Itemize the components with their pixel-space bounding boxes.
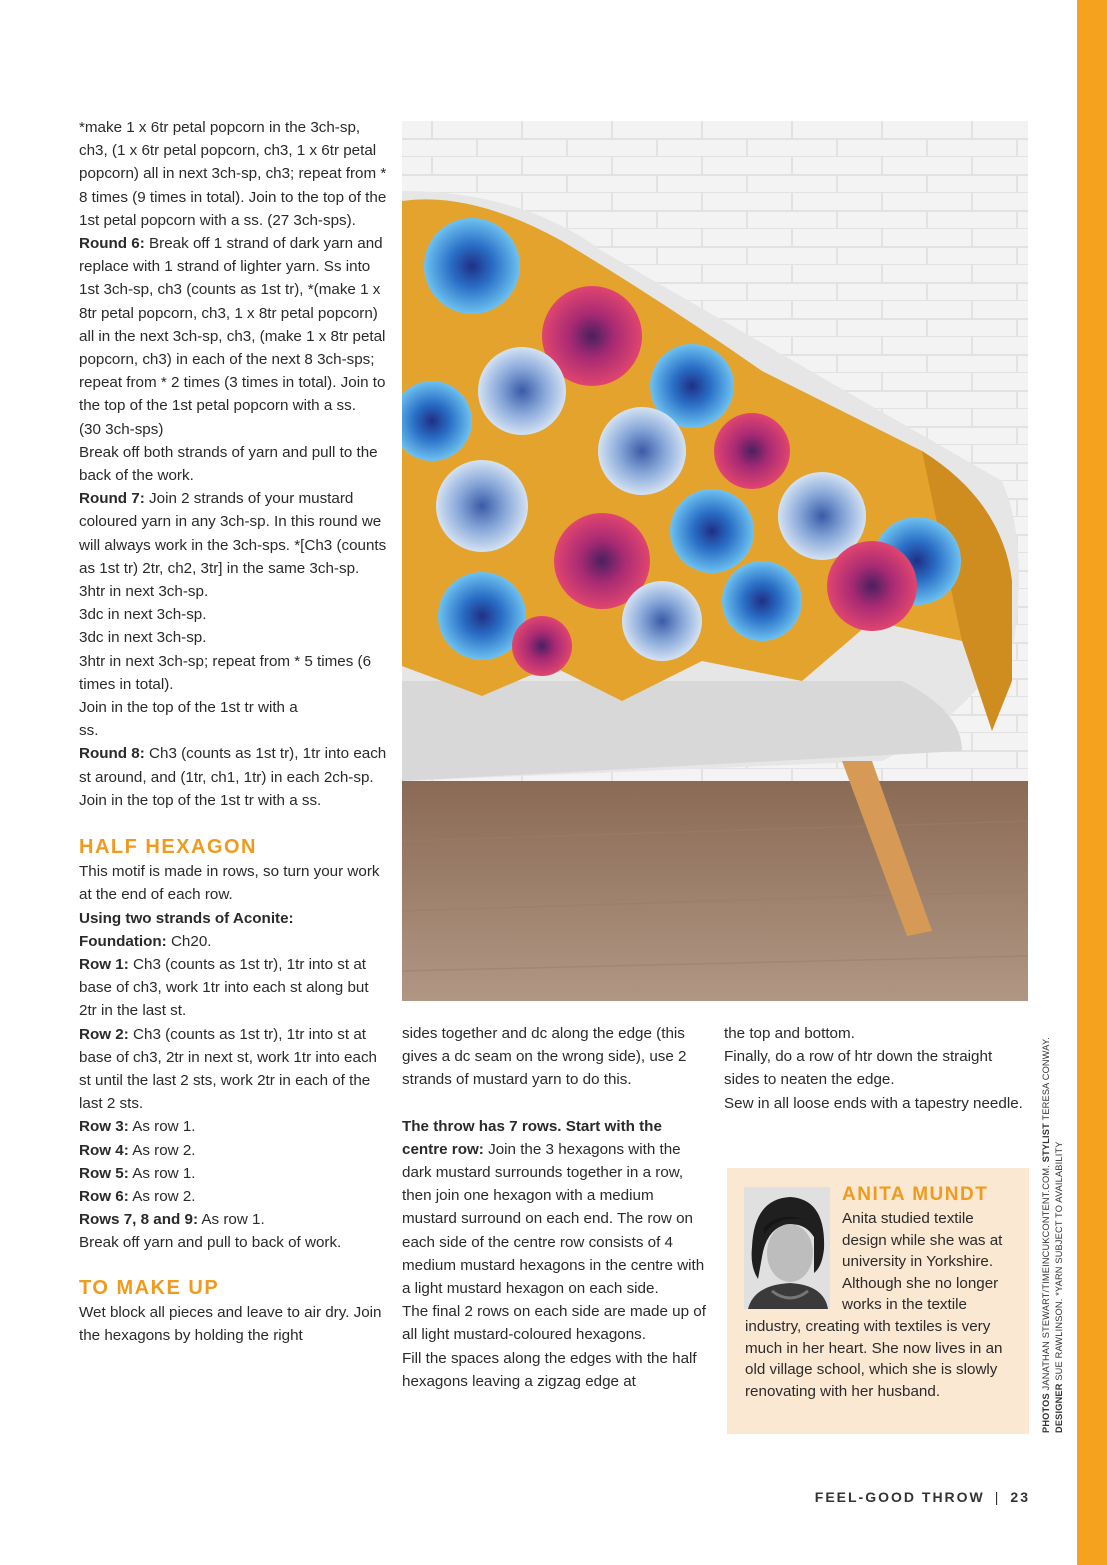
row-label: Row 2: (79, 1025, 129, 1043)
pattern-line: Join in the top of the 1st tr with a ss. (79, 699, 298, 740)
rows-7-9-instruction (79, 1208, 387, 1231)
page-footer (815, 1489, 1030, 1505)
round-7-instruction (79, 487, 387, 580)
pattern-paragraph: Wet block all pieces and leave to air dry. Join the hexagons by holding the right (79, 1303, 382, 1344)
pattern-paragraph: *make 1 x 6tr petal popcorn in the 3ch-sp, ch3, (1 x 6tr petal popcorn, ch3, 1 x 6tr petal popcorn) all in next 3ch-sp, ch3; repeat from * 8 times (9 times in total). Join to the top of the 1st petal popcorn with a ss. (27 3ch-sps). (79, 119, 387, 229)
pattern-line: 3dc in next 3ch-sp. (79, 629, 207, 647)
assembly-instruction (402, 1115, 710, 1301)
photo-illustration (402, 121, 1028, 1001)
row-label: Row 3: (79, 1118, 129, 1136)
round-6-instruction (79, 232, 387, 418)
row-text: As row 2. (132, 1187, 196, 1205)
row-text: As row 1. (201, 1211, 265, 1229)
designer-bio-box (727, 1168, 1029, 1434)
row-label: Row 6: (79, 1187, 129, 1205)
row-text: As row 1. (132, 1164, 196, 1182)
column-3 (724, 1022, 1029, 1115)
foundation-instruction (79, 930, 387, 953)
round-text: Ch3 (counts as 1st tr), 1tr into each st around, and (1tr, ch1, 1tr) in each 2ch-sp. Join in the top of the 1st tr with a ss. (79, 745, 387, 809)
credits-photos-label: PHOTOS (1041, 1393, 1051, 1433)
row-label: Row 5: (79, 1164, 129, 1182)
yarn-note-text: Using two strands of Aconite: (79, 909, 294, 927)
row-label: Row 1: (79, 955, 129, 973)
row-2-instruction (79, 1023, 387, 1116)
round-text: Break off 1 strand of dark yarn and replace with 1 strand of lighter yarn. Ss into 1st 3ch-sp, ch3 (counts as 1st tr), *(make 1 x 8tr petal popcorn, ch3, 1 x 8tr petal popcorn) all in the next 3ch-sp, ch3, (make 1 x 8tr petal popcorn, ch3) in each of the next 8 3ch-sps; repeat from * 2 times (3 times in total). Join to the top of the 1st petal popcorn with a ss. (79, 235, 386, 415)
column-2 (402, 1022, 710, 1393)
row-text: As row 2. (132, 1141, 196, 1159)
row-5-instruction (79, 1162, 387, 1185)
row-1-instruction (79, 953, 387, 1023)
row-4-instruction (79, 1139, 387, 1162)
page-edge-orange-bar (1077, 0, 1107, 1565)
row-label: Rows 7, 8 and 9: (79, 1211, 199, 1229)
pattern-line: 3dc in next 3ch-sp. (79, 606, 207, 624)
credits-stylist-label: STYLIST (1041, 1123, 1051, 1163)
round-label: Round 8: (79, 745, 145, 763)
round-label: Round 6: (79, 235, 145, 253)
round-label: Round 7: (79, 490, 145, 508)
credits-stylist-text: TERESA CONWAY. (1041, 1037, 1051, 1121)
stitch-count: (30 3ch-sps) (79, 420, 164, 438)
credits-photos-text: JANATHAN STEWART/TIMEINCUKCONTENT.COM. (1041, 1165, 1051, 1391)
pattern-paragraph: sides together and dc along the edge (this gives a dc seam on the wrong side), use 2 strands of mustard yarn to do this. (402, 1025, 687, 1089)
pattern-line: 3htr in next 3ch-sp; repeat from * 5 times (6 times in total). (79, 652, 372, 693)
pattern-line: 3htr in next 3ch-sp. (79, 583, 209, 601)
row-text: Ch20. (170, 932, 212, 950)
pattern-paragraph: Fill the spaces along the edges with the half hexagons leaving a zigzag edge at (402, 1349, 697, 1390)
designer-bio-text (745, 1208, 1017, 1402)
credits-line-2 (1053, 1013, 1066, 1433)
round-text: Join 2 strands of your mustard coloured yarn in any 3ch-sp. In this round we will always work in the 3ch-sps. *[Ch3 (counts as 1st tr) 2tr, ch2, 3tr] in the same 3ch-sp. (79, 490, 387, 577)
pattern-paragraph: Break off both strands of yarn and pull to the back of the work. (79, 443, 378, 485)
page-number: 23 (1010, 1489, 1030, 1505)
column-1 (79, 116, 387, 1347)
throw-on-sofa-photo (402, 121, 1028, 1001)
footer-title: FEEL-GOOD THROW (814, 1489, 985, 1505)
round-8-instruction (79, 742, 387, 812)
row-text: Ch3 (counts as 1st tr), 1tr into st at base of ch3, work 1tr into each st along but 2tr in the last st. (79, 955, 369, 1020)
half-hexagon-heading: HALF HEXAGON (79, 836, 257, 859)
pattern-paragraph: Break off yarn and pull to back of work. (79, 1234, 342, 1252)
pattern-paragraph: This motif is made in rows, so turn your work at the end of each row. (79, 863, 380, 904)
row-text: Ch3 (counts as 1st tr), 1tr into st at base of ch3, 2tr in next st, work 1tr into each st until the last 2 sts, work 2tr in each of the last 2 sts. (79, 1025, 377, 1113)
row-3-instruction (79, 1115, 387, 1138)
row-label: Row 4: (79, 1141, 129, 1159)
row-6-instruction (79, 1185, 387, 1208)
credits-designer-text: SUE RAWLINSON. *YARN SUBJECT TO AVAILABILITY (1053, 1141, 1064, 1381)
designer-bio-body: Anita studied textile design while she was at university in Yorkshire. Although she no longer works in the textile industry, creating with textiles is very much in her heart. She now lives in an old village school, which she is slowly renovating with her husband. (745, 1210, 1003, 1400)
row-text: As row 1. (132, 1118, 196, 1136)
credits-line-1 (1040, 1013, 1053, 1433)
pattern-paragraph: The final 2 rows on each side are made up of all light mustard-coloured hexagons. (402, 1303, 706, 1344)
pattern-paragraph: the top and bottom. (724, 1025, 855, 1042)
to-make-up-heading: TO MAKE UP (79, 1276, 220, 1299)
photo-credits (1040, 1013, 1065, 1433)
credits-designer-label: DESIGNER (1053, 1383, 1064, 1433)
assembly-text: Join the 3 hexagons with the dark mustard surrounds together in a row, then join one hexagon with a medium mustard surround on each end. The row on each side of the centre row consists of 4 medium mustard hexagons in the centre with a light mustard hexagon on each side. (402, 1140, 705, 1298)
pattern-paragraph: Finally, do a row of htr down the straight sides to neaten the edge. (724, 1048, 993, 1089)
footer-separator: | (994, 1489, 1001, 1505)
assembly-bold-lead: The throw has 7 rows. Start with the centre row: (402, 1117, 662, 1158)
yarn-note (79, 907, 387, 930)
designer-name: ANITA MUNDT (842, 1184, 989, 1205)
row-label: Foundation: (79, 932, 167, 950)
pattern-paragraph: Sew in all loose ends with a tapestry needle. (724, 1094, 1023, 1112)
